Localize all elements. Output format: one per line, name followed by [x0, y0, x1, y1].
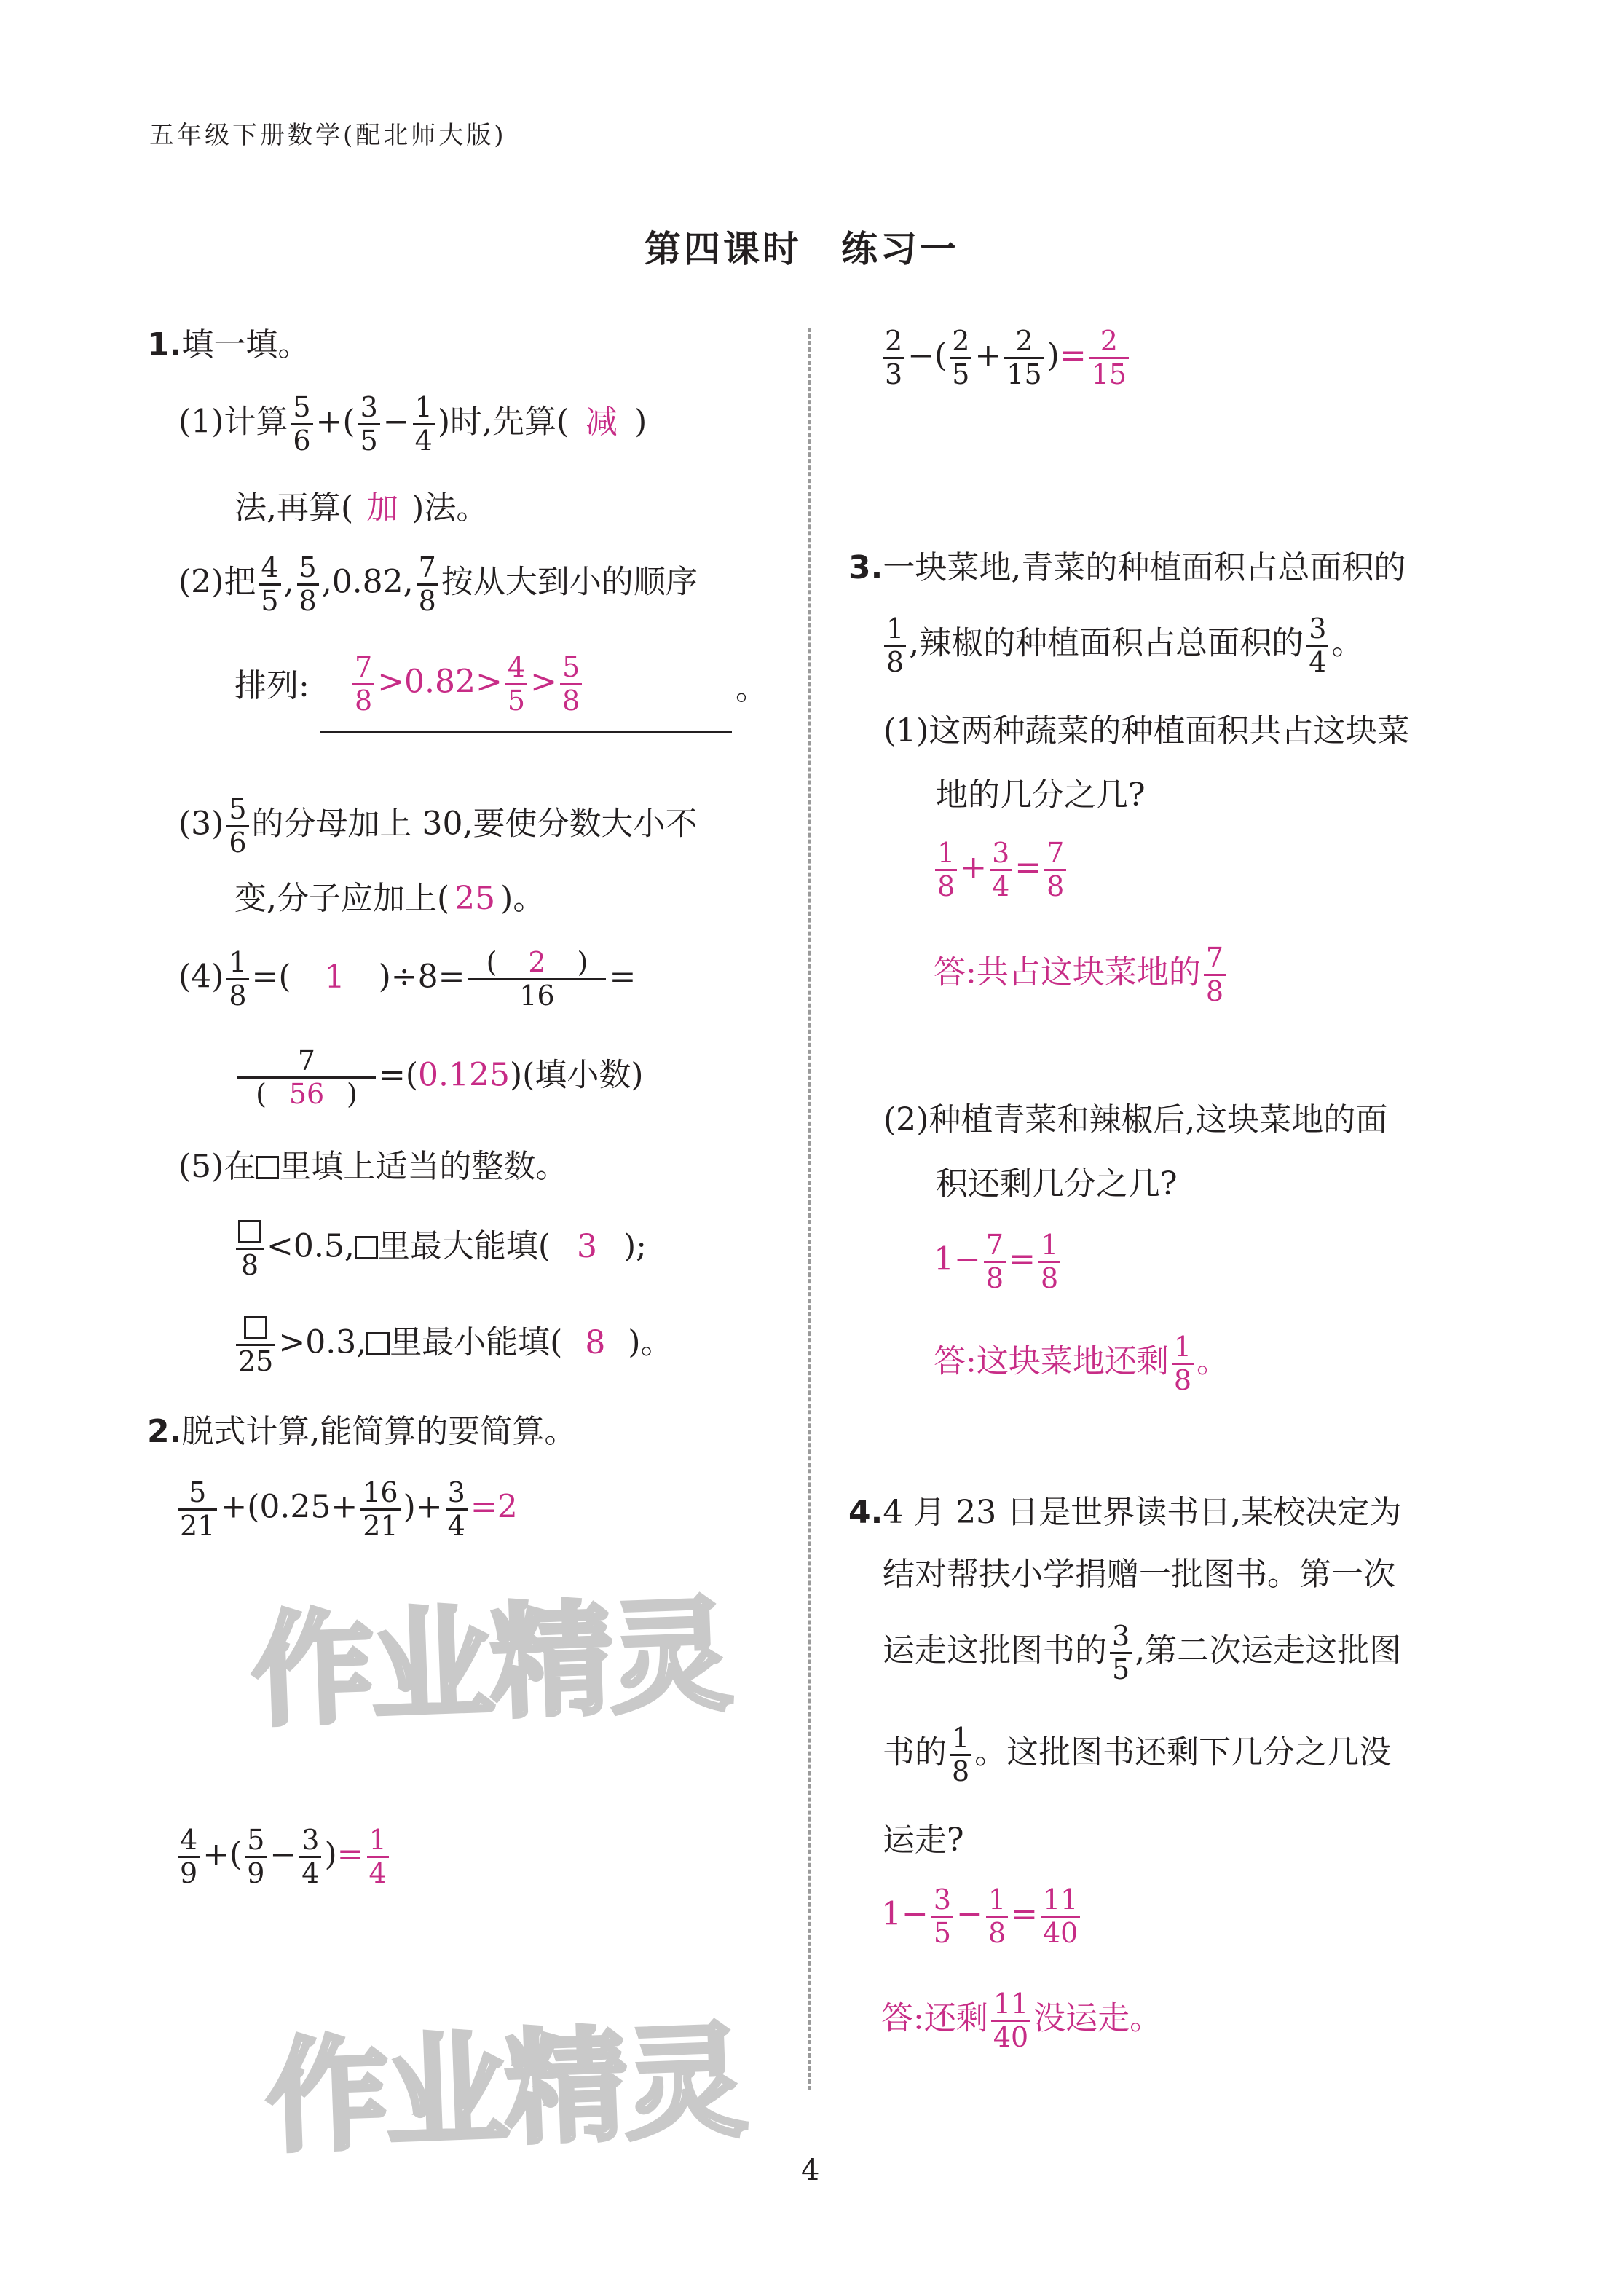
answer: 25	[454, 880, 496, 917]
q1-part5-lead: (5)在 里填上适当的整数。	[178, 1148, 568, 1185]
question-4-line1: 4.4 月 23 日是世界读书日,某校决定为	[848, 1494, 1402, 1531]
question-1-heading	[147, 326, 310, 363]
question-4-line2: 结对帮扶小学捐赠一批图书。第一次	[883, 1556, 1395, 1593]
question-4-line3: 运走这批图书的 $\frac{3}{5}$ ,第二次运走这批图	[883, 1620, 1402, 1685]
period: 。	[736, 670, 768, 707]
q3-sub1-text2: 地的几分之几?	[936, 776, 1146, 814]
answer: 加	[366, 489, 399, 527]
q2-expression-1: $\frac{5}{21}$ +(0.25+ $\frac{16}{21}$ )+ $\frac{3}{4}$ =2	[175, 1477, 518, 1541]
fraction: $\frac{5}{8}$	[297, 552, 319, 616]
q3-sub2-text2: 积还剩几分之几?	[936, 1165, 1178, 1202]
watermark: 作业精灵	[264, 2009, 746, 2170]
question-label: 填一填。	[181, 326, 310, 363]
q1-part2-line1: (2)把 $\frac{4}{5}$ , $\frac{5}{8}$ ,0.82, $\frac{7}{8}$ 按从大到小的顺序	[178, 551, 698, 617]
question-number: 1.	[147, 326, 182, 363]
fraction: $\frac{4}{5}$	[259, 552, 280, 616]
answer: $\frac{2}{15}$	[1089, 326, 1129, 390]
q4-calc: 1− $\frac{3}{5}$ − $\frac{1}{8}$ = $\frac{11}{40}$	[881, 1884, 1083, 1948]
question-2-heading	[147, 1413, 577, 1450]
q3-sub2-calc: 1− $\frac{7}{8}$ = $\frac{1}{8}$	[934, 1229, 1063, 1294]
fraction: $\frac{3}{5}$	[358, 392, 380, 456]
answer: $\frac{1}{4}$	[367, 1824, 389, 1889]
square-box-icon	[355, 1236, 378, 1259]
q4-answer: 答:还剩 $\frac{11}{40}$ 没运走。	[881, 1988, 1162, 2053]
answer: 2	[528, 946, 546, 978]
question-4-line4: 书的 $\frac{1}{8}$ 。这批图书还剩下几分之几没	[883, 1722, 1392, 1787]
fraction: $\frac{7}{8}$	[417, 552, 438, 616]
question-number: 3.	[848, 549, 883, 586]
fraction: $\frac{1}{8}$	[226, 947, 248, 1011]
q3-sub1-calc: $\frac{1}{8}$ + $\frac{3}{4}$ = $\frac{7}{8}$	[932, 838, 1069, 902]
q1-part5-row2: 25 >0.3, 里最小能填( 8 )。	[233, 1312, 673, 1377]
answer: 8	[585, 1323, 606, 1361]
q1-part2-line2: 排列:	[234, 667, 310, 704]
answer: 56	[288, 1077, 325, 1110]
answer: 1	[324, 958, 345, 996]
square-box-icon	[244, 1316, 267, 1339]
q1-part5-row1: 8 <0.5, 里最大能填( 3 );	[233, 1216, 647, 1280]
q1-part3-line1: (3) $\frac{5}{6}$ 的分母加上 30,要使分数大小不	[178, 793, 698, 859]
question-3-line1: 3.一块菜地,青菜的种植面积占总面积的	[848, 549, 1406, 586]
q2-expression-2: $\frac{4}{9}$ +( $\frac{5}{9}$ − $\frac{3}{4}$ )= $\frac{1}{4}$	[175, 1824, 392, 1889]
fraction: $\frac{5}{6}$	[226, 794, 248, 858]
question-number: 2.	[147, 1413, 182, 1450]
square-box-icon	[238, 1220, 261, 1243]
fraction: 25	[236, 1312, 275, 1377]
q1-part1-line2: 法,再算( 加 )法。	[234, 489, 489, 527]
fraction: $\frac{( 2 )}{16}$	[468, 947, 606, 1011]
q3-sub1-answer: 答:共占这块菜地的 $\frac{7}{8}$	[934, 942, 1229, 1007]
q1-part4-line1: (4) $\frac{1}{8}$ =( 1 )÷8= $\frac{( 2 )}{16}$ =	[178, 946, 636, 1012]
answer: 减	[586, 403, 618, 441]
fraction: $\frac{1}{4}$	[413, 392, 435, 456]
question-number: 4.	[848, 1494, 883, 1531]
page-title: 第四课时 练习一	[645, 228, 959, 270]
answer: 3	[577, 1227, 597, 1265]
question-label: 脱式计算,能简算的要简算。	[181, 1413, 577, 1450]
square-box-icon	[256, 1156, 279, 1179]
fraction: $\frac{5}{6}$	[291, 392, 312, 456]
q2-expression-3: $\frac{2}{3}$ −( $\frac{2}{5}$ + $\frac{2}{15}$ )= $\frac{2}{15}$	[880, 326, 1132, 390]
q1-part1-line1: (1)计算 $\frac{5}{6}$ +( $\frac{3}{5}$ − $\frac{1}{4}$ )时,先算( 减 )	[178, 391, 647, 457]
question-3-line2: $\frac{1}{8}$ ,辣椒的种植面积占总面积的 $\frac{3}{4}$ 。	[881, 613, 1363, 677]
book-header: 五年级下册数学(配北师大版)	[149, 121, 507, 150]
q3-sub1-text1: (1)这两种蔬菜的种植面积共占这块菜	[883, 712, 1410, 749]
page-number: 4	[801, 2154, 820, 2187]
watermark: 作业精灵	[249, 1583, 732, 1744]
q3-sub2-answer: 答:这块菜地还剩 $\frac{1}{8}$ 。	[934, 1331, 1229, 1396]
q1-part3-line2: 变,分子应加上( 25 )。	[234, 880, 545, 917]
q1-part4-line2: $\frac{7}{( 56 )}$ =(0.125)(填小数)	[234, 1045, 644, 1109]
answer: 0.125	[418, 1056, 511, 1094]
fraction: 8	[236, 1216, 264, 1280]
square-box-icon	[366, 1332, 390, 1355]
answer-underline	[320, 731, 732, 733]
q3-sub2-text1: (2)种植青菜和辣椒后,这块菜地的面	[883, 1101, 1388, 1138]
column-divider	[808, 328, 811, 2090]
question-4-line5: 运走?	[883, 1822, 964, 1859]
q1-part2-answer: $\frac{7}{8}$ >0.82> $\frac{4}{5}$ > $\frac{5}{8}$	[350, 652, 585, 716]
fraction: $\frac{7}{( 56 )}$	[237, 1045, 376, 1109]
answer: =2	[470, 1488, 518, 1526]
